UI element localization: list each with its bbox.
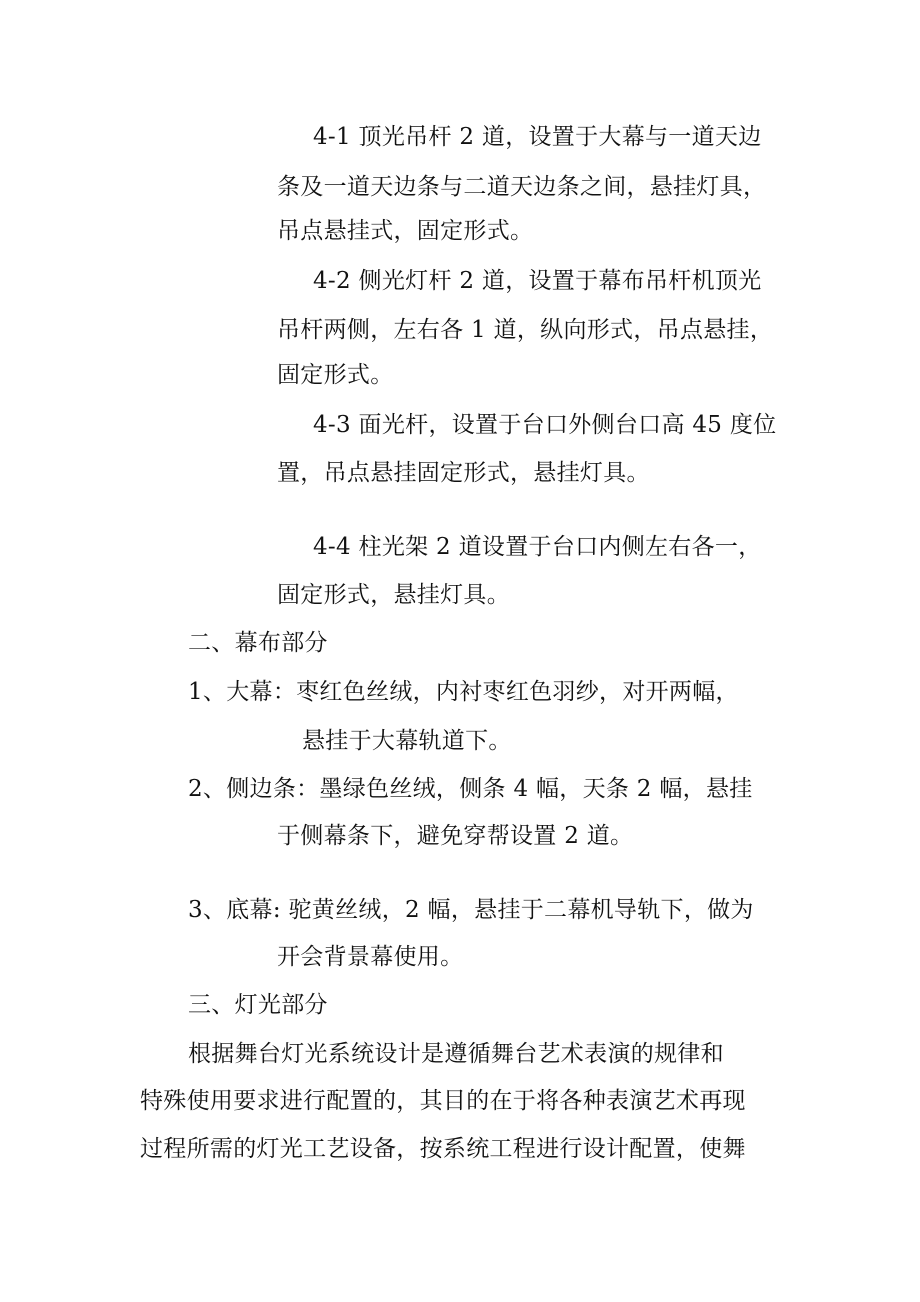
item-4-2-line-2: 吊杆两侧，左右各 1 道，纵向形式，吊点悬挂， [277, 317, 774, 343]
item-4-4-line-1: 4-4 柱光架 2 道设置于台口内侧左右各一， [313, 534, 762, 560]
curtain-item-2-line-2: 于侧幕条下，避免穿帮设置 2 道。 [277, 823, 634, 849]
item-4-1-line-3: 吊点悬挂式，固定形式。 [277, 218, 534, 244]
item-4-3-line-2: 置，吊点悬挂固定形式，悬挂灯具。 [277, 460, 650, 486]
item-4-2-line-3: 固定形式。 [277, 362, 394, 388]
lighting-paragraph-line-3: 过程所需的灯光工艺设备，按系统工程进行设计配置，使舞 [140, 1136, 746, 1162]
item-4-1-line-2: 条及一道天边条与二道天边条之间，悬挂灯具， [277, 174, 767, 200]
item-4-3-line-1: 4-3 面光杆，设置于台口外侧台口高 45 度位 [313, 412, 777, 438]
curtain-item-1-line-2: 悬挂于大幕轨道下。 [302, 728, 512, 754]
lighting-paragraph-line-1: 根据舞台灯光系统设计是遵循舞台艺术表演的规律和 [188, 1041, 724, 1067]
item-4-2-line-1: 4-2 侧光灯杆 2 道，设置于幕布吊杆机顶光 [313, 268, 762, 294]
curtain-item-3-line-2: 开会背景幕使用。 [277, 944, 464, 970]
curtain-item-3-line-1: 3、底幕: 驼黄丝绒，2 幅，悬挂于二幕机导轨下，做为 [188, 897, 754, 923]
item-4-1-line-1: 4-1 顶光吊杆 2 道，设置于大幕与一道天边 [313, 124, 762, 150]
item-4-4-line-2: 固定形式，悬挂灯具。 [277, 582, 510, 608]
lighting-paragraph-line-2: 特殊使用要求进行配置的，其目的在于将各种表演艺术再现 [140, 1088, 746, 1114]
curtain-item-2-line-1: 2、侧边条：墨绿色丝绒，侧条 4 幅，天条 2 幅，悬挂 [188, 776, 753, 802]
section-heading-curtains: 二、幕布部分 [188, 630, 328, 656]
curtain-item-1-line-1: 1、大幕：枣红色丝绒，内衬枣红色羽纱，对开两幅， [188, 679, 739, 705]
section-heading-lighting: 三、灯光部分 [188, 992, 328, 1018]
